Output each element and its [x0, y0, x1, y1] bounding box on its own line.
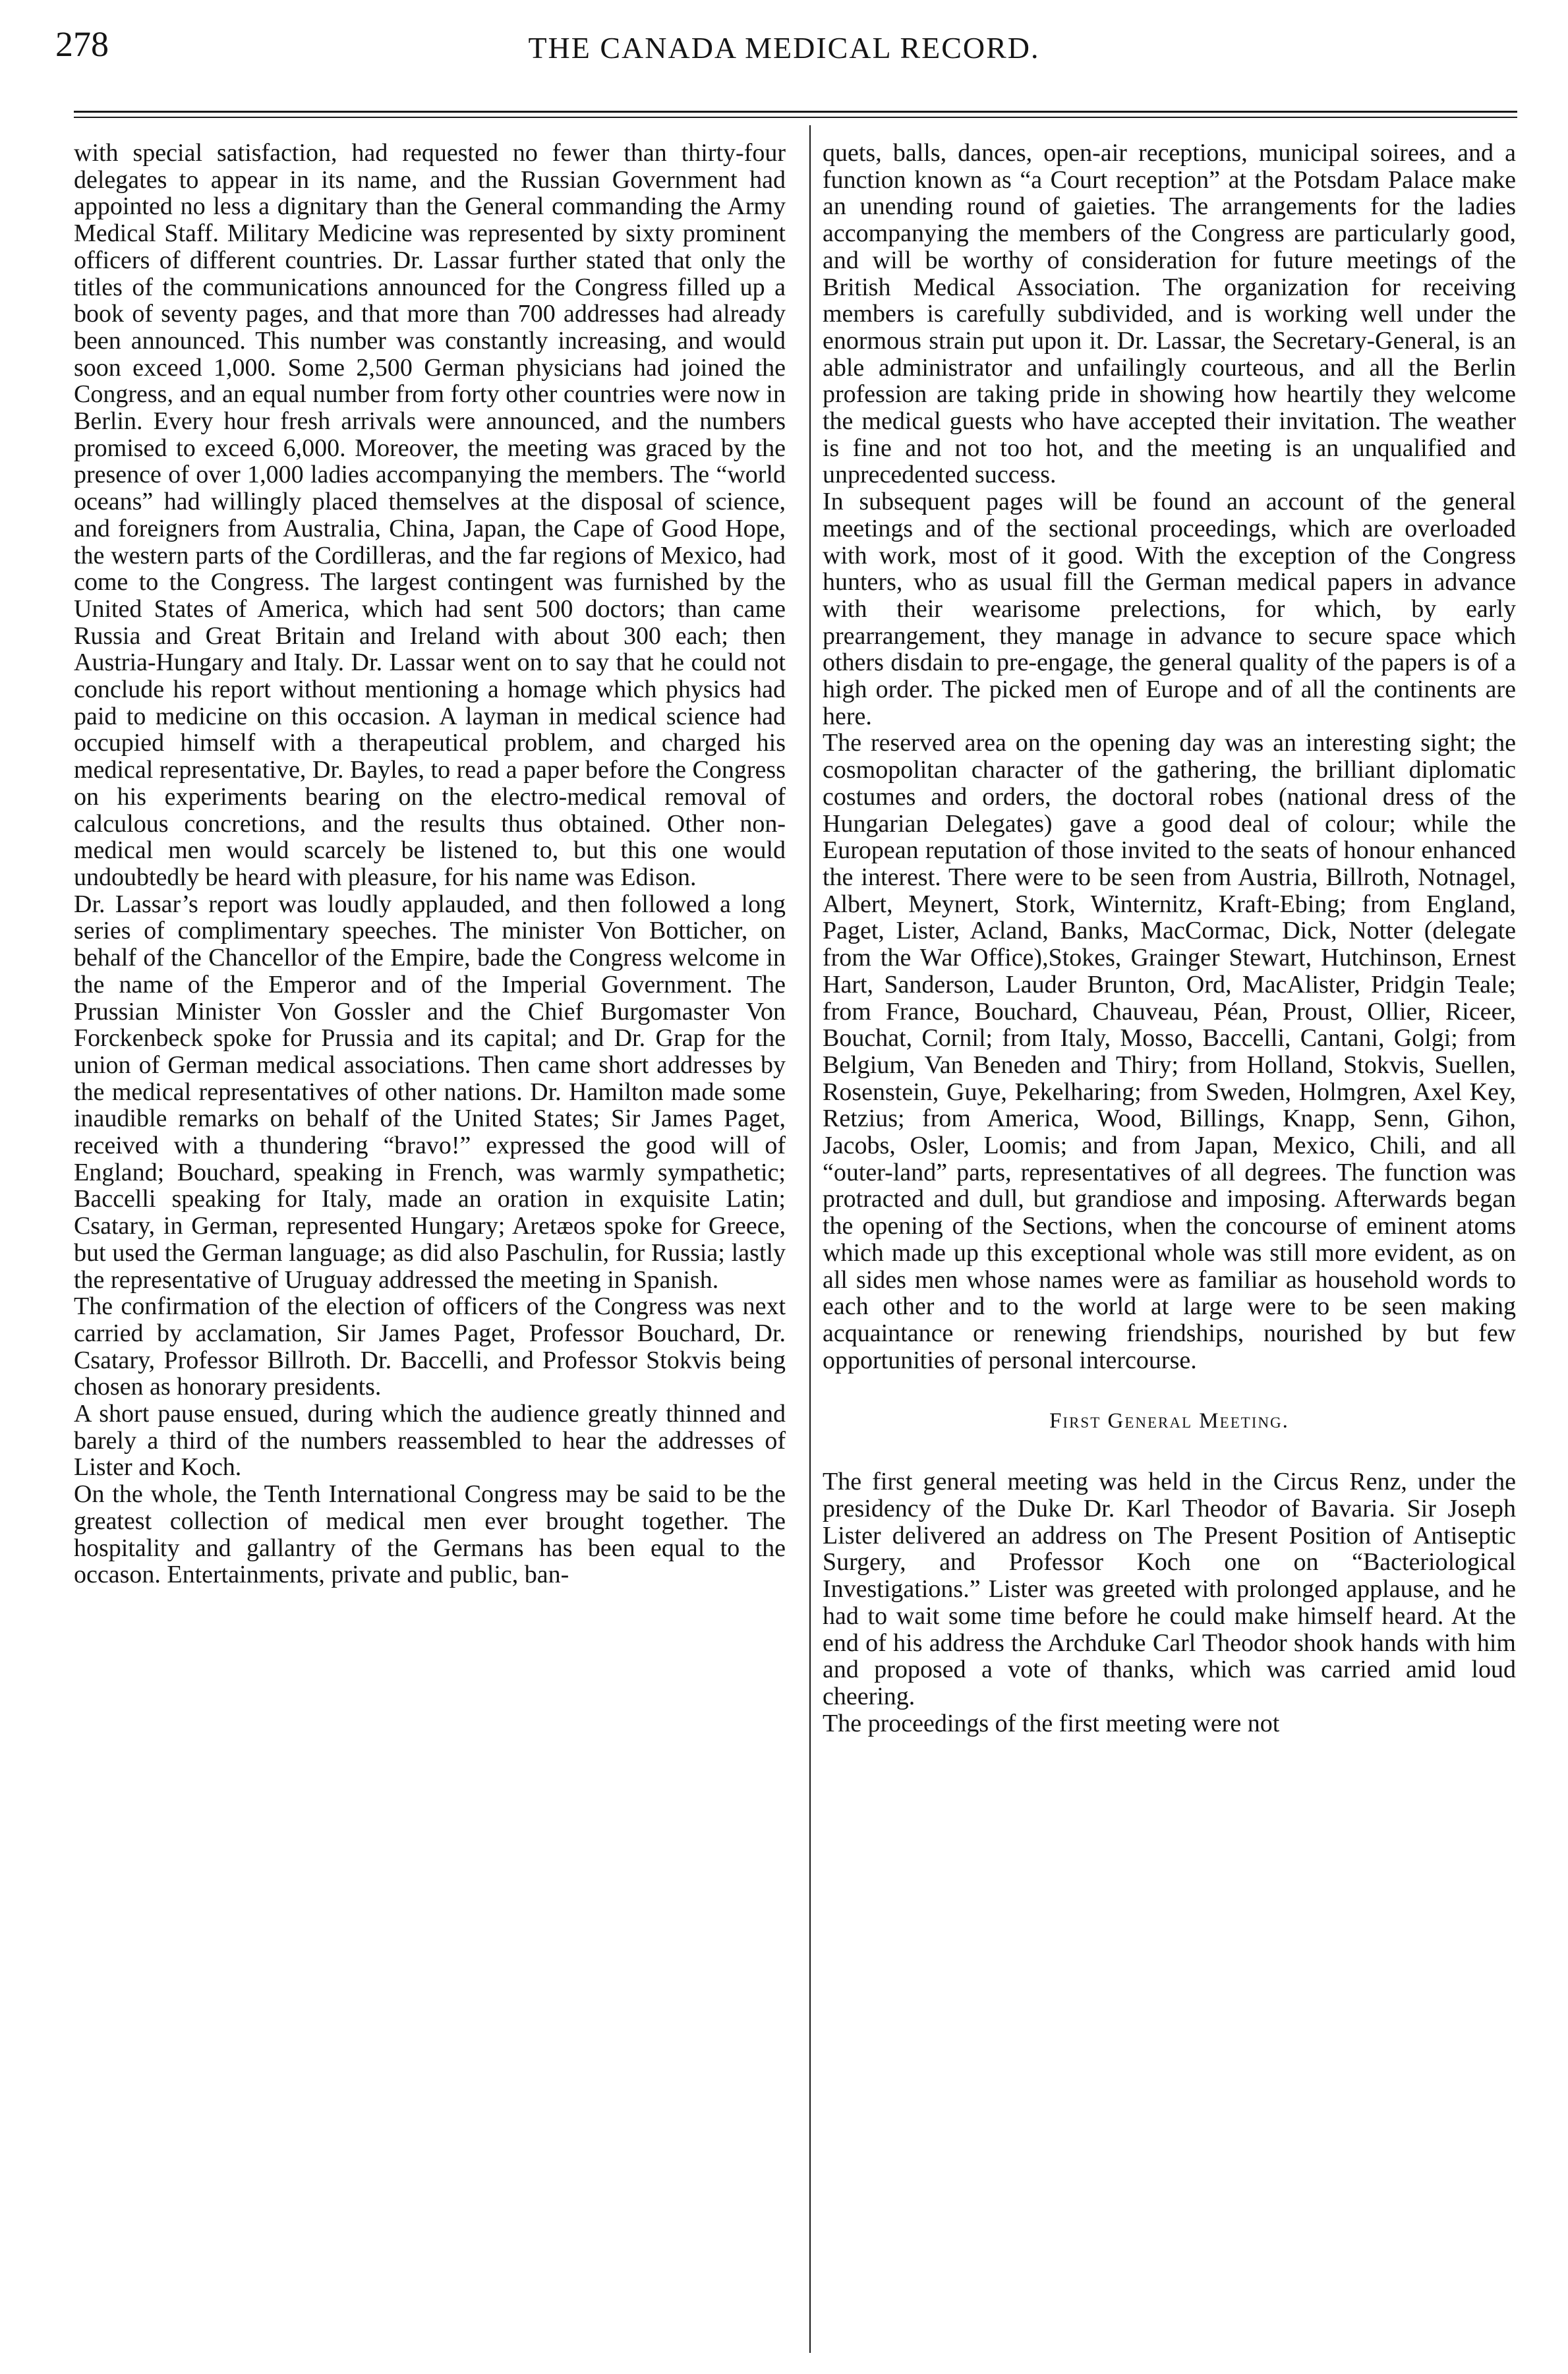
paragraph: The confirmation of the election of officers of the Congress was next carried by acclamation, Sir James Paget, Professor Bouchard, Dr. Csatary, Professor Billroth. Dr. Baccelli, and Professor Stokvis being chosen as honorary presidents.	[74, 1292, 786, 1401]
left-column	[74, 140, 786, 1588]
paragraph: The first general meeting was held in the Circus Renz, under the presidency of the Duke Dr. Karl Theodor of Bavaria. Sir Joseph Lister delivered an address on The Present Position of Antiseptic Surgery, and Professor Koch one on “Bacteriological Investigations.” Lister was greeted with prolonged applause, and he had to wait some time before he could make himself heard. At the end of his address the Archduke Carl Theodor shook hands with him and proposed a vote of thanks, which was carried amid loud cheering.	[823, 1468, 1516, 1710]
running-title: THE CANADA MEDICAL RECORD.	[528, 31, 1040, 65]
paragraph: Dr. Lassar’s report was loudly applauded, and then followed a long series of complimentary speeches. The minister Von Botticher, on behalf of the Chancellor of the Empire, bade the Congress welcome in the name of the Emperor and of the Imperial Government. The Prussian Minister Von Gossler and the Chief Burgomaster Von Forckenbeck spoke for Prussia and its capital; and Dr. Grap for the union of German medical associations. Then came short addresses by the medical representatives of other nations. Dr. Hamilton made some inaudible remarks on behalf of the United States; Sir James Paget, received with a thundering “bravo!” expressed the good will of England; Bouchard, speaking in French, was warmly sympathetic; Baccelli speaking for Italy, made an oration in exquisite Latin; Csatary, in German, represented Hungary; Aretæos spoke for Greece, but used the German language; as did also Paschulin, for Russia; lastly the representative of Uruguay addressed the meeting in Spanish.	[74, 890, 786, 1294]
header-rule-bottom	[74, 117, 1517, 118]
paragraph: The proceedings of the first meeting were not	[823, 1709, 1280, 1737]
column-divider	[809, 125, 811, 2353]
paragraph: On the whole, the Tenth International Congress may be said to be the greatest collection of medical men ever brought together. The hospitality and gallantry of the Germans has been equal to the occason. Entertainments, private and public, ban-	[74, 1480, 786, 1589]
paragraph: A short pause ensued, during which the audience greatly thinned and barely a third of the numbers reassembled to hear the addresses of Lister and Koch.	[74, 1400, 786, 1482]
right-column	[823, 140, 1516, 1737]
paragraph: In subsequent pages will be found an account of the general meetings and of the sectional proceedings, which are overloaded with work, most of it good. With the exception of the Congress hunters, who as usual fill the German medical papers in advance with their wearisome prelections, for which, by early prearrangement, they manage in advance to secure space which others disdain to pre-engage, the general quality of the papers is of a high order. The picked men of Europe and of all the continents are here.	[823, 488, 1516, 730]
page-number: 278	[55, 24, 109, 64]
paragraph: with special satisfaction, had requested no fewer than thirty-four delegates to appear in its name, and the Russian Government had appointed no less a dignitary than the General commanding the Army Medical Staff. Military Medicine was represented by sixty prominent officers of different countries. Dr. Lassar further stated that only the titles of the communications announced for the Congress filled up a book of seventy pages, and that more than 700 addresses had already been announced. This number was constantly increasing, and would soon exceed 1,000. Some 2,500 German physicians had joined the Congress, and an equal number from forty other countries were now in Berlin. Every hour fresh arrivals were announced, and the numbers promised to exceed 6,000. Moreover, the meeting was graced by the presence of over 1,000 ladies accompanying the members. The “world oceans” had willingly placed themselves at the disposal of science, and foreigners from Australia, China, Japan, the Cape of Good Hope, the western parts of the Cordilleras, and the far regions of Mexico, had come to the Congress. The largest contingent was furnished by the United States of America, which had sent 500 doctors; than came Russia and Great Britain and Ireland with about 300 each; then Austria-Hungary and Italy. Dr. Lassar went on to say that he could not conclude his report without mentioning a homage which physics had paid to medicine on this occasion. A layman in medical science had occupied himself with a therapeutical problem, and charged his medical representative, Dr. Bayles, to read a paper before the Congress on his experiments bearing on the electro-medical removal of calculous concretions, and the results thus obtained. Other non-medical men would scarcely be listened to, but this one would undoubtedly be heard with pleasure, for his name was Edison.	[74, 139, 786, 891]
paragraph: quets, balls, dances, open-air receptions, municipal soirees, and a function known as “a Court reception” at the Potsdam Palace make an unending round of gaieties. The arrangements for the ladies accompanying the members of the Congress are particularly good, and will be worthy of consideration for future meetings of the British Medical Association. The organization for receiving members is carefully subdivided, and is working well under the enormous strain put upon it. Dr. Lassar, the Secretary-General, is an able administrator and unfailingly courteous, and all the Berlin profession are taking pride in showing how heartily they welcome the medical guests who have accepted their invitation. The weather is fine and not too hot, and the meeting is an unqualified and unprecedented success.	[823, 139, 1516, 489]
header-rule-top	[74, 111, 1517, 113]
section-heading: First General Meeting.	[1049, 1409, 1289, 1433]
paragraph: The reserved area on the opening day was an interesting sight; the cosmopolitan character of the gathering, the brilliant diplomatic costumes and orders, the doctoral robes (national dress of the Hungarian Delegates) gave a good deal of colour; while the European reputation of those invited to the seats of honour enhanced the interest. There were to be seen from Austria, Billroth, Notnagel, Albert, Meynert, Stork, Winternitz, Kraft-Ebing; from England, Paget, Lister, Acland, Banks, MacCormac, Dick, Notter (delegate from the War Office),Stokes, Grainger Stewart, Hutchinson, Ernest Hart, Sanderson, Lauder Brunton, Ord, MacAlister, Pridgin Teale; from France, Bouchard, Chauveau, Péan, Proust, Ollier, Riceer, Bouchat, Cornil; from Italy, Mosso, Baccelli, Cantani, Golgi; from Belgium, Van Beneden and Thiry; from Holland, Stokvis, Suellen, Rosenstein, Guye, Pekelharing; from Sweden, Holmgren, Axel Key, Retzius; from America, Wood, Billings, Knapp, Senn, Gihon, Jacobs, Osler, Loomis; and from Japan, Mexico, Chili, and all “outer-land” parts, representatives of all degrees. The function was protracted and dull, but grandiose and imposing. Afterwards began the opening of the Sections, when the concourse of eminent atoms which made up this exceptional whole was still more evident, as on all sides men whose names were as familiar as household words to each other and to the world at large were to be seen making acquaintance or renewing friendships, nourished by but few opportunities of personal intercourse.	[823, 729, 1516, 1374]
